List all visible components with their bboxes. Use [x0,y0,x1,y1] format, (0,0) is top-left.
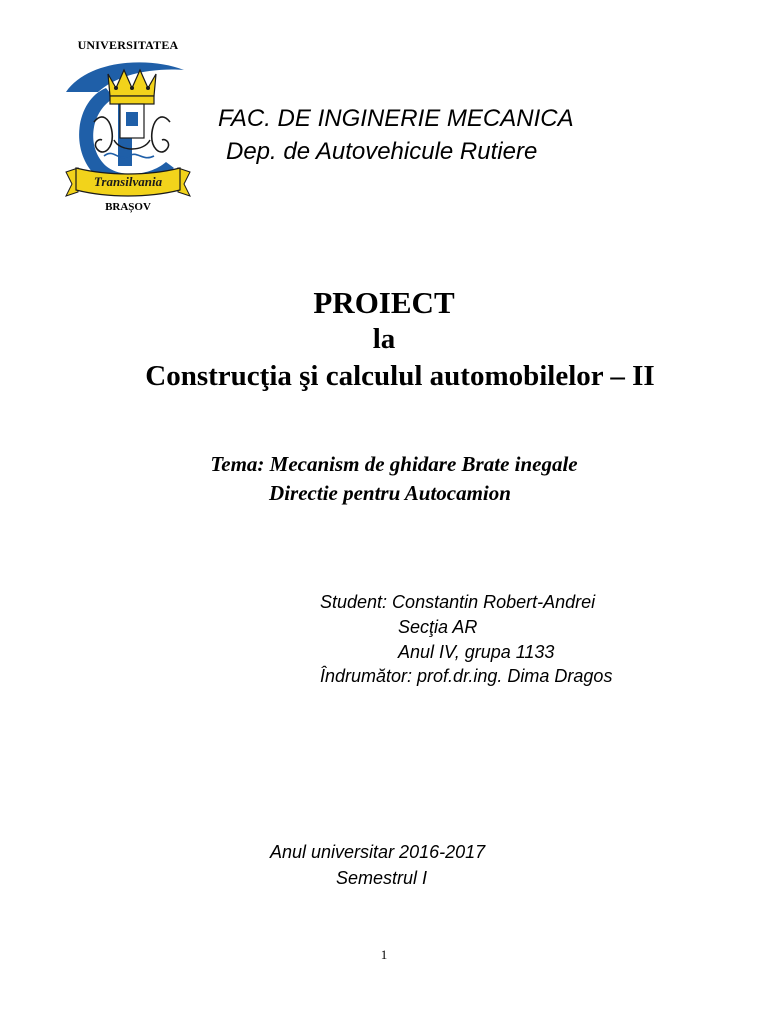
university-logo [58,38,198,223]
department-name: Dep. de Autovehicule Rutiere [226,138,538,165]
title-line-3: Construcţia şi calculul automobilelor – II [145,360,655,392]
title-line-1: PROIECT [313,285,455,320]
student-section: Secţia AR [398,617,478,637]
logo-emblem [58,52,198,202]
theme-line-1: Tema: Mecanism de ghidare Brate inegale [210,452,578,476]
advisor-name: Îndrumător: prof.dr.ing. Dima Dragos [320,666,613,686]
logo-banner-text: Transilvania [93,174,163,189]
faculty-name: FAC. DE INGINERIE MECANICA [218,105,574,132]
title-line-2: la [372,323,396,355]
semester: Semestrul I [336,868,428,888]
logo-bottom-text: BRAȘOV [105,201,151,213]
logo-top-text: UNIVERSITATEA [77,38,179,52]
page-number: 1 [380,947,388,962]
academic-year: Anul universitar 2016-2017 [270,842,486,862]
student-name: Student: Constantin Robert-Andrei [320,592,596,612]
student-year-group: Anul IV, grupa 1133 [398,642,555,662]
theme-line-2: Directie pentru Autocamion [269,481,511,505]
